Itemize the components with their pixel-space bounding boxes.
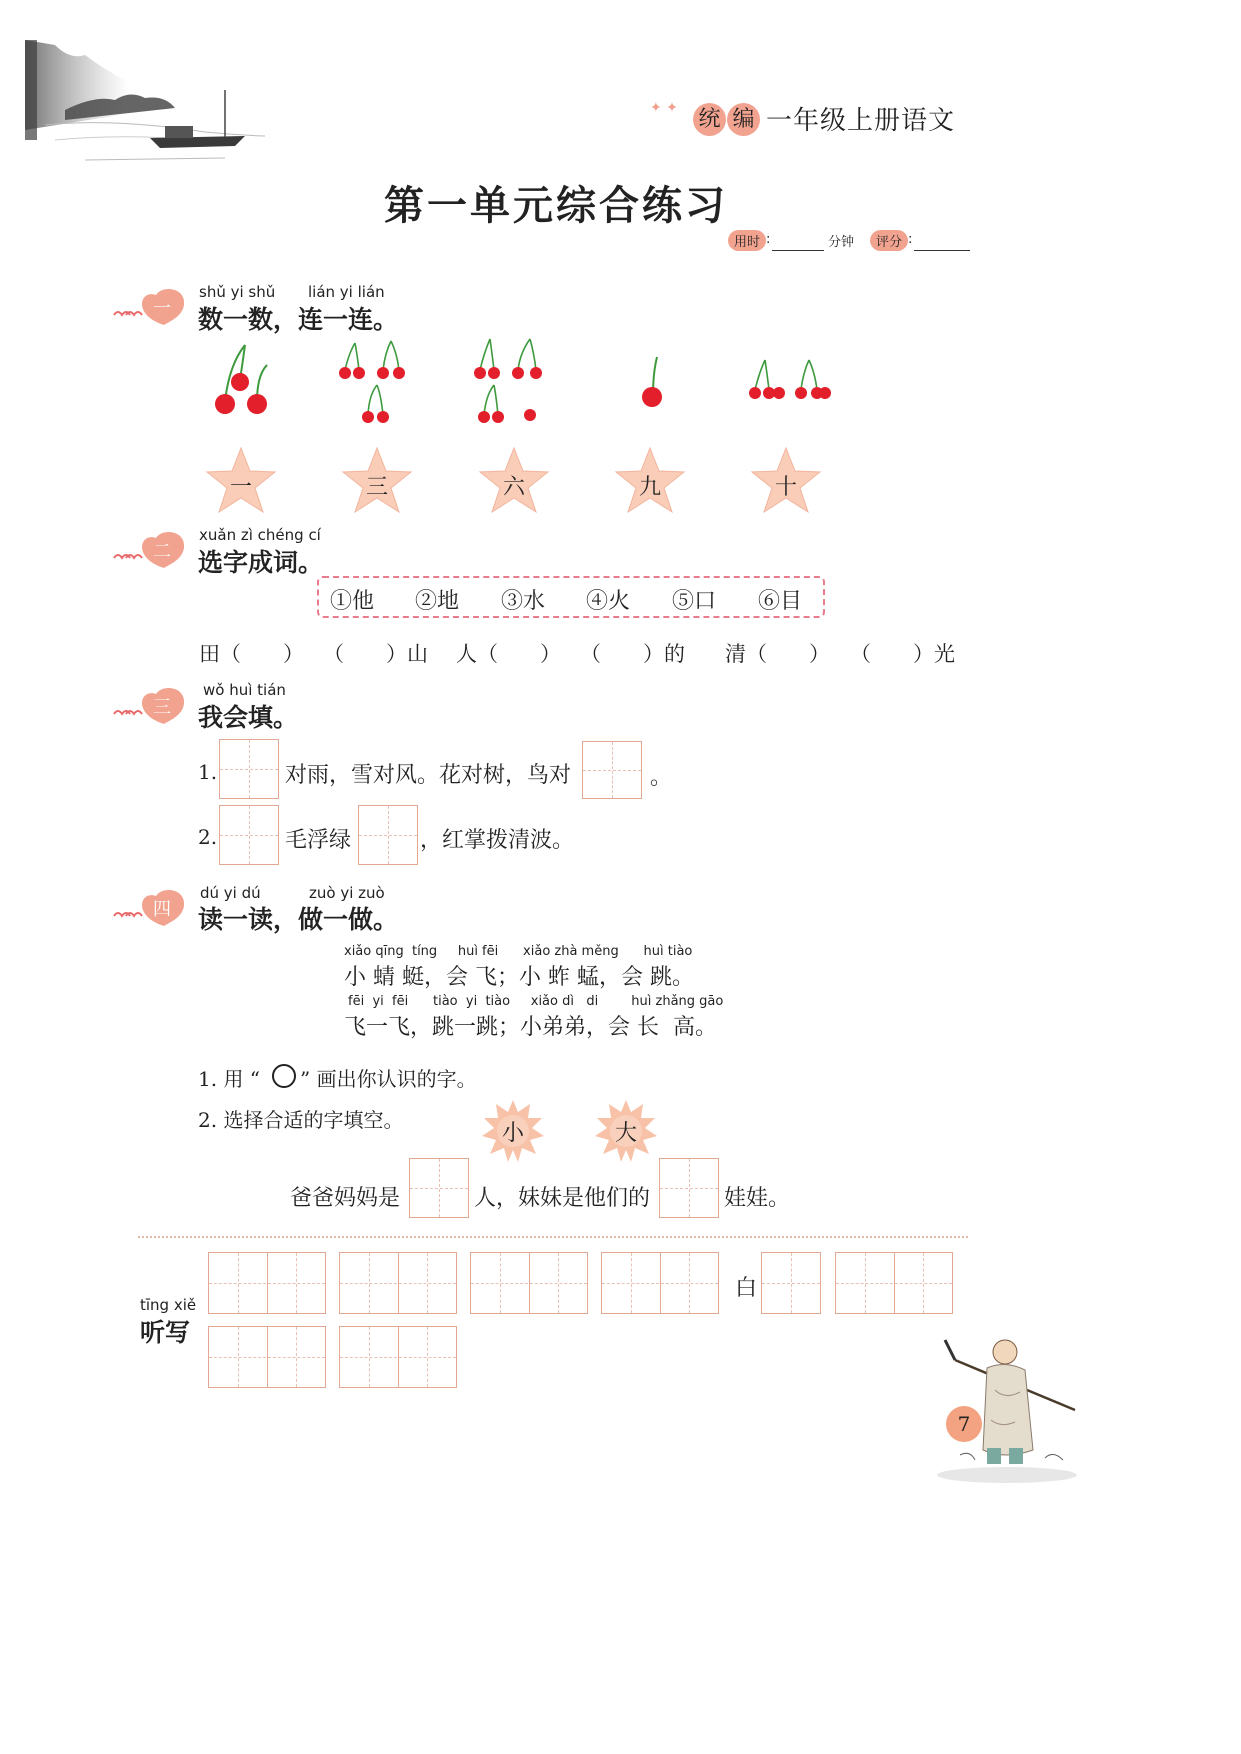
svg-text:三: 三 [153,697,171,718]
poem-line-2: 飞一飞，跳一跳；小弟弟，会 长 高。 [344,1015,717,1040]
circle-icon [272,1064,296,1088]
section-4-pinyin-a: dú yi dú [200,884,261,902]
write-box-q3-2a[interactable] [219,805,279,865]
section-2-heart-icon [112,530,188,570]
dictation-grid-5[interactable] [761,1252,821,1314]
write-box-q3-2b[interactable] [358,805,418,865]
option-1: ①他 [330,589,375,614]
star-label: 三 [365,475,388,500]
q4-fill-text-a: 爸爸妈妈是 [290,1186,401,1211]
q3-1-text: 对雨，雪对风。花对树，鸟对 [285,763,572,788]
dictation-grid-3[interactable] [470,1252,588,1314]
write-box-q3-1b[interactable] [582,741,642,799]
q4-1-text-a: 1. 用 “ [198,1067,261,1091]
header-badge-2: 编 [727,103,760,136]
cherry-group-6b [470,335,555,425]
word-blank-6[interactable]: （ ）光 [850,642,955,666]
number-star-5[interactable] [750,446,822,514]
word-blank-1[interactable]: 田（ ） [199,642,304,666]
header-badge-1: 统 [693,103,726,136]
word-blank-2[interactable]: （ ）山 [323,642,428,666]
star-label: 九 [638,475,661,500]
cherry-group-6a [335,335,420,425]
option-3: ③水 [501,589,546,614]
q3-1-end: 。 [650,765,673,790]
monk-illustration [925,1330,1090,1485]
number-star-4[interactable] [614,446,686,514]
q4-1-text-b: ” 画出你认识的字。 [300,1067,477,1091]
section-2-instruction: 选字成词。 [198,548,324,577]
dictation-given-char: 白 [735,1276,758,1301]
poem-pinyin-1: xiǎo qīng tíng huì fēi xiǎo zhà měng huì tiào [344,944,693,959]
word-blank-4[interactable]: （ ）的 [580,642,685,666]
section-1-pinyin-a: shǔ yi shǔ [199,283,276,301]
option-4: ④火 [586,589,631,614]
section-3-instruction: 我会填。 [198,703,299,732]
write-box-q4-a[interactable] [409,1158,469,1218]
cherry-group-4 [745,355,835,410]
sun-option-label: 小 [501,1121,524,1146]
svg-text:一: 一 [153,298,171,319]
q4-fill-text-c: 娃娃。 [724,1186,791,1211]
option-5: ⑤口 [672,589,717,614]
dictation-divider [138,1236,968,1238]
write-box-q4-b[interactable] [659,1158,719,1218]
section-2-pinyin: xuǎn zì chéng cí [199,526,321,544]
word-blank-5[interactable]: 清（ ） [725,642,830,666]
score-colon: : [908,232,913,247]
time-unit: 分钟 [828,235,855,250]
q3-2-text-a: 毛浮绿 [285,828,352,853]
poem-line-1: 小 蜻 蜓，会 飞；小 蚱 蜢，会 跳。 [344,965,694,990]
landscape-illustration [25,40,275,175]
dictation-grid-6[interactable] [835,1252,953,1314]
svg-text:四: 四 [153,899,171,920]
cherry-group-3 [205,340,275,420]
number-star-3[interactable] [478,446,550,514]
section-4-pinyin-b: zuò yi zuò [309,884,385,902]
time-colon: : [766,232,771,247]
dictation-pinyin: tīng xiě [140,1296,197,1314]
section-3-pinyin: wǒ huì tián [203,681,286,699]
section-1-instruction: 数一数，连一连。 [198,305,399,334]
section-1-heart-icon [112,287,188,327]
cherry-group-1 [635,355,675,410]
star-label: 一 [229,475,252,500]
section-4-instruction: 读一读，做一做。 [198,905,399,934]
sun-option-label: 大 [614,1121,637,1146]
dictation-grid-1[interactable] [208,1252,326,1314]
header-decoration: ✦ ✦ [650,100,678,116]
write-box-q3-1a[interactable] [219,739,279,799]
section-1-pinyin-b: lián yi lián [308,283,385,301]
number-star-2[interactable] [341,446,413,514]
star-label: 六 [502,475,525,500]
word-blank-3[interactable]: 人（ ） [456,642,561,666]
dictation-grid-8[interactable] [339,1326,457,1388]
time-blank[interactable] [772,250,824,251]
sun-option-big[interactable] [593,1098,659,1164]
option-2: ②地 [415,589,460,614]
q4-fill-text-b: 人，妹妹是他们的 [474,1186,651,1211]
dictation-label: 听写 [140,1318,191,1347]
time-label: 用时 [728,230,766,251]
q3-1-number: 1. [198,760,218,784]
q3-2-number: 2. [198,825,218,849]
page-title: 第一单元综合练习 [384,182,728,229]
svg-text:二: 二 [153,541,171,562]
number-star-1[interactable] [205,446,277,514]
dictation-grid-7[interactable] [208,1326,326,1388]
section-4-heart-icon [112,888,188,928]
options-box [317,576,825,618]
header-subtitle: 一年级上册语文 [766,106,956,136]
q3-2-text-b: ，红掌拨清波。 [420,828,575,853]
page-number: 7 [946,1406,982,1442]
section-3-heart-icon [112,686,188,726]
q4-2-text: 2. 选择合适的字填空。 [198,1108,404,1132]
score-label: 评分 [870,230,908,251]
star-label: 十 [774,475,797,500]
dictation-grid-2[interactable] [339,1252,457,1314]
option-6: ⑥目 [758,589,803,614]
sun-option-small[interactable] [480,1098,546,1164]
poem-pinyin-2: fēi yi fēi tiào yi tiào xiǎo dì di huì zhǎng gāo [348,994,724,1009]
score-blank[interactable] [914,250,970,251]
dictation-grid-4[interactable] [601,1252,719,1314]
